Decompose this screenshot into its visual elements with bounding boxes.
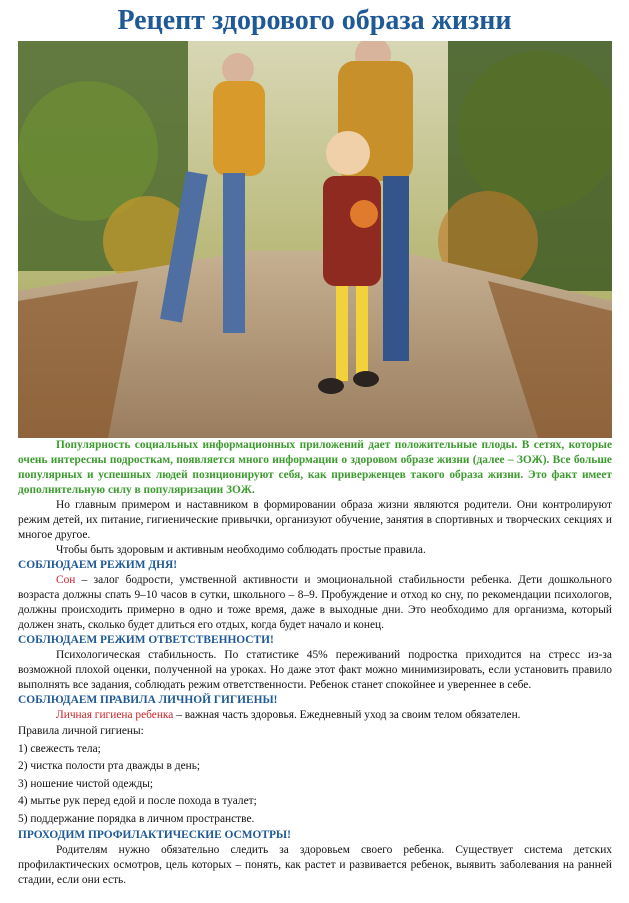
paragraph-sleep [18, 573, 612, 633]
hygiene-rule-item: 4) мытье рук перед едой и после похода в туалет; [18, 795, 257, 807]
heading-hygiene: СОБЛЮДАЕМ ПРАВИЛА ЛИЧНОЙ ГИГИЕНЫ! [18, 694, 278, 706]
paragraph-rules-intro: Чтобы быть здоровым и активным необходимо соблюдать простые правила. [56, 544, 426, 556]
hygiene-rules-label: Правила личной гигиены: [18, 725, 144, 737]
hygiene-rule-item: 2) чистка полости рта дважды в день; [18, 760, 201, 772]
heading-checkups: ПРОХОДИМ ПРОФИЛАКТИЧЕСКИЕ ОСМОТРЫ! [18, 829, 291, 841]
lead-paragraph: Популярность социальных информационных приложений дает положительные плоды. В сетях, которые очень интересны подросткам, появляется много информации о здоровом образе жизни (далее – ЗОЖ). Все больше популярных и успешных людей позиционируют себя, как приверженцев такого образа жизни. Это факт имеет дополнительную силу в популяризации ЗОЖ. [18, 439, 612, 496]
paragraph-parents: Но главным примером и наставником в формировании образа жизни являются родители. Они контролируют режим детей, их питание, гигиенические привычки, организуют обучение, занятия в спортивных и творческих секциях и многое другое. [18, 499, 612, 541]
heading-responsibility: СОБЛЮДАЕМ РЕЖИМ ОТВЕТСТВЕННОСТИ! [18, 634, 274, 646]
sleep-text: – залог бодрости, умственной активности и эмоциональной стабильности ребенка. Дети дошкольного возраста должны спать 9–10 часов в сутки, школьного – 8–9. Пробуждение и отход ко сну, по рекомендации психологов, должны происходить примерно в одно и тоже время, даже в выходные дни. Это необходимо для организма, который должен знать, сколько будет длиться его отдых, когда будет начало и конец. [18, 574, 612, 631]
heading-day-regime: СОБЛЮДАЕМ РЕЖИМ ДНЯ! [18, 559, 178, 571]
hygiene-rule-item: 3) ношение чистой одежды; [18, 777, 154, 790]
highlight-sleep: Сон [56, 574, 76, 586]
paragraph-responsibility: Психологическая стабильность. По статистике 45% переживаний подростка приходится на стресс из-за возможной плохой оценки, полученной на уроках. Но даже этот факт можно минимизировать, если установить правило выполнять все задания, соблюдать режим ответственности. Ребенок станет спокойнее и увереннее в себе. [18, 649, 612, 691]
hygiene-rule-item: 5) поддержание порядка в личном пространстве. [18, 812, 255, 825]
page-title: Рецепт здорового образа жизни [117, 5, 512, 36]
paragraph-checkups: Родителям нужно обязательно следить за здоровьем своего ребенка. Существует система детских профилактических осмотров, цель которых – понять, как растет и развивается ребенок, выявить заболевания на ранней стадии, если они есть. [18, 844, 612, 886]
hygiene-rule-item: 1) свежесть тела; [18, 742, 101, 755]
family-walk-illustration [18, 41, 612, 438]
paragraph-hygiene [18, 708, 612, 723]
highlight-hygiene: Личная гигиена ребенка [56, 709, 174, 721]
family-photo [18, 41, 612, 438]
article-body [18, 438, 612, 888]
hygiene-text: – важная часть здоровья. Ежедневный уход за своим телом обязателен. [173, 709, 521, 721]
